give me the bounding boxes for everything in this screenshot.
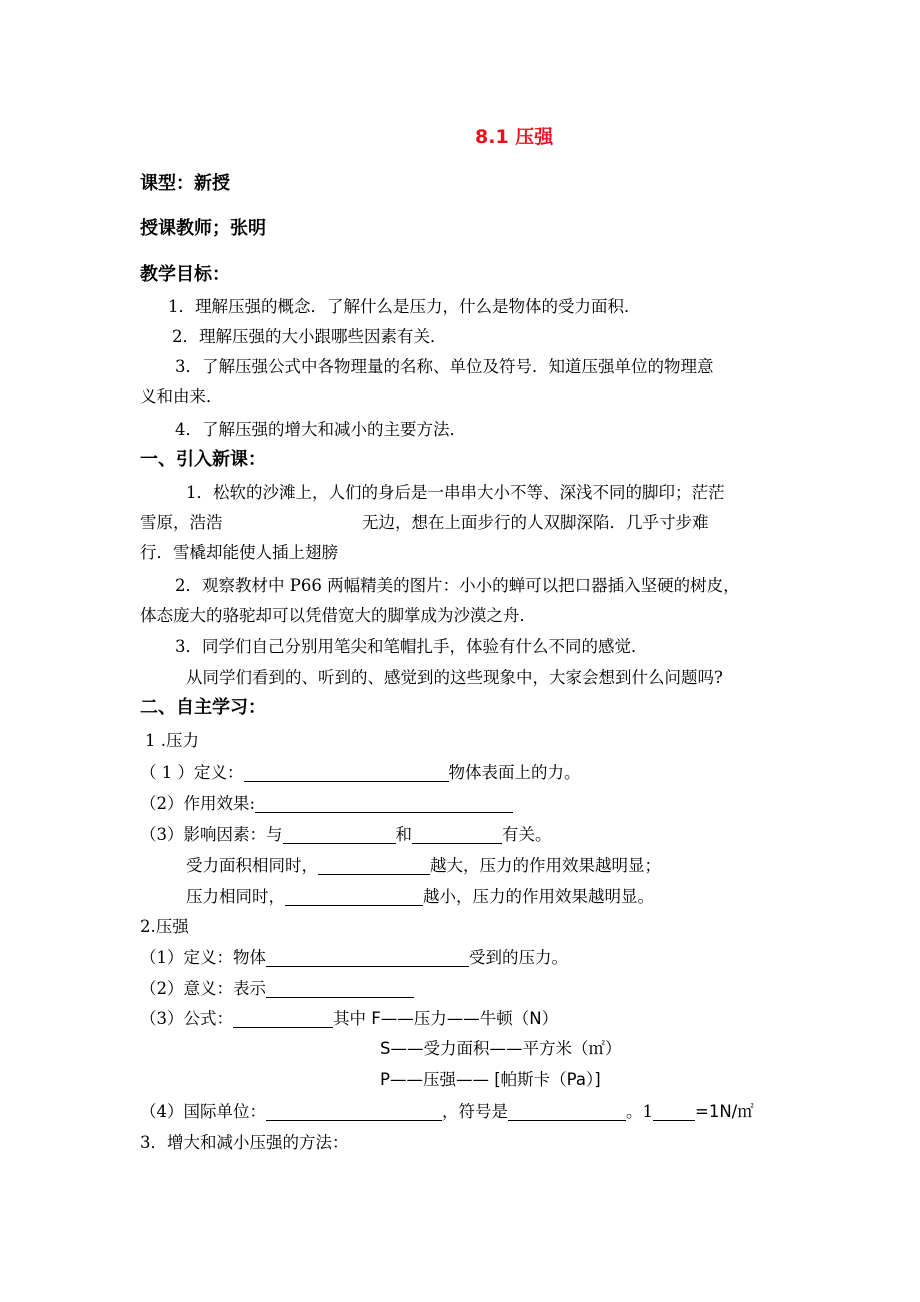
objective-2: 2．理解压强的大小跟哪些因素有关． [172, 327, 447, 346]
intro-p4: 从同学们看到的、听到的、感觉到的这些现象中，大家会想到什么问题吗? [186, 668, 723, 687]
intro-p2a: 2．观察教材中 P66 两幅精美的图片：小小的蝉可以把口器插入坚硬的树皮， [175, 576, 740, 595]
pressure-formula-line [140, 1008, 558, 1030]
intro-p1b-left: 雪原，浩浩 [140, 513, 223, 532]
unit-one-blank[interactable] [653, 1103, 695, 1121]
formula-prefix: （3）公式： [140, 1009, 233, 1028]
force-def-suffix: 物体表面上的力。 [448, 763, 581, 782]
unit-symbol-blank[interactable] [508, 1103, 626, 1121]
force-def-prefix: （ 1 ）定义： [140, 763, 244, 782]
objective-3-cont: 义和由来． [140, 387, 223, 406]
intro-p1b-right: 无边，想在上面步行的人双脚深陷．几乎寸步难 [362, 513, 709, 532]
force-definition-line [140, 762, 581, 784]
force-factor-blank-1[interactable] [283, 826, 396, 844]
force-effect-line [140, 793, 513, 815]
force-def-blank[interactable] [244, 764, 449, 782]
same-force-prefix: 压力相同时， [186, 887, 285, 906]
force-factors-suffix: 有关。 [502, 825, 552, 844]
intro-p1a: 1．松软的沙滩上，人们的身后是一串串大小不等、深浅不同的脚印；茫茫 [186, 483, 725, 502]
pressure-force-label: 1 .压力 [145, 731, 199, 750]
same-force-line [186, 886, 654, 908]
intro-p3: 3．同学们自己分别用笔尖和笔帽扎手，体验有什么不同的感觉． [175, 637, 648, 656]
unit-symbol-label: ，符号是 [442, 1102, 508, 1121]
formula-s: S——受力面积——平方米（㎡） [380, 1039, 622, 1058]
intro-heading: 一、引入新课： [140, 449, 266, 470]
objective-3: 3．了解压强公式中各物理量的名称、单位及符号．知道压强单位的物理意 [175, 357, 714, 376]
force-factor-blank-2[interactable] [412, 826, 502, 844]
force-effect-blank[interactable] [255, 795, 513, 813]
same-force-blank[interactable] [285, 888, 423, 906]
unit-equation: =1N/㎡ [695, 1102, 754, 1121]
formula-p: P——压强—— [帕斯卡（Pa）] [380, 1070, 601, 1089]
pressure-label: 2.压强 [140, 917, 189, 936]
teacher-line: 授课教师；张明 [140, 218, 266, 239]
intro-p2b: 体态庞大的骆驼却可以凭借宽大的脚掌成为沙漠之舟． [140, 606, 536, 625]
pressure-def-prefix: （1）定义：物体 [140, 948, 266, 967]
pressure-def-blank[interactable] [266, 949, 469, 967]
pressure-meaning-line [140, 978, 414, 1000]
force-factors-line [140, 824, 552, 846]
objectives-heading: 教学目标： [140, 264, 230, 285]
unit-blank[interactable] [266, 1103, 442, 1121]
same-area-line [186, 855, 661, 877]
same-area-blank[interactable] [318, 857, 430, 875]
force-effect-prefix: （2）作用效果: [140, 794, 256, 813]
pressure-definition-line [140, 947, 568, 969]
same-area-prefix: 受力面积相同时， [186, 856, 318, 875]
page-title: 8.1 压强 [475, 126, 554, 148]
same-area-suffix: 越大，压力的作用效果越明显； [430, 856, 661, 875]
self-study-heading: 二、自主学习： [140, 697, 266, 718]
unit-prefix: （4）国际单位： [140, 1102, 266, 1121]
unit-one: 。1 [626, 1102, 653, 1121]
pressure-meaning-prefix: （2）意义：表示 [140, 979, 266, 998]
formula-f: 其中 F——压力——牛顿（N） [333, 1009, 559, 1028]
same-force-suffix: 越小，压力的作用效果越明显。 [423, 887, 654, 906]
objective-1: 1．理解压强的概念．了解什么是压力，什么是物体的受力面积． [168, 297, 641, 316]
pressure-methods-heading: 3．增大和减小压强的方法： [140, 1133, 349, 1152]
formula-blank[interactable] [233, 1010, 333, 1028]
pressure-unit-line [140, 1101, 754, 1123]
pressure-def-suffix: 受到的压力。 [469, 948, 568, 967]
force-factors-and: 和 [395, 825, 412, 844]
lesson-type: 课型：新授 [140, 173, 230, 194]
pressure-meaning-blank[interactable] [266, 980, 414, 998]
objective-4: 4．了解压强的增大和减小的主要方法． [175, 420, 466, 439]
force-factors-prefix: （3）影响因素：与 [140, 825, 283, 844]
intro-p1c: 行．雪橇却能使人插上翅膀 [140, 543, 338, 562]
